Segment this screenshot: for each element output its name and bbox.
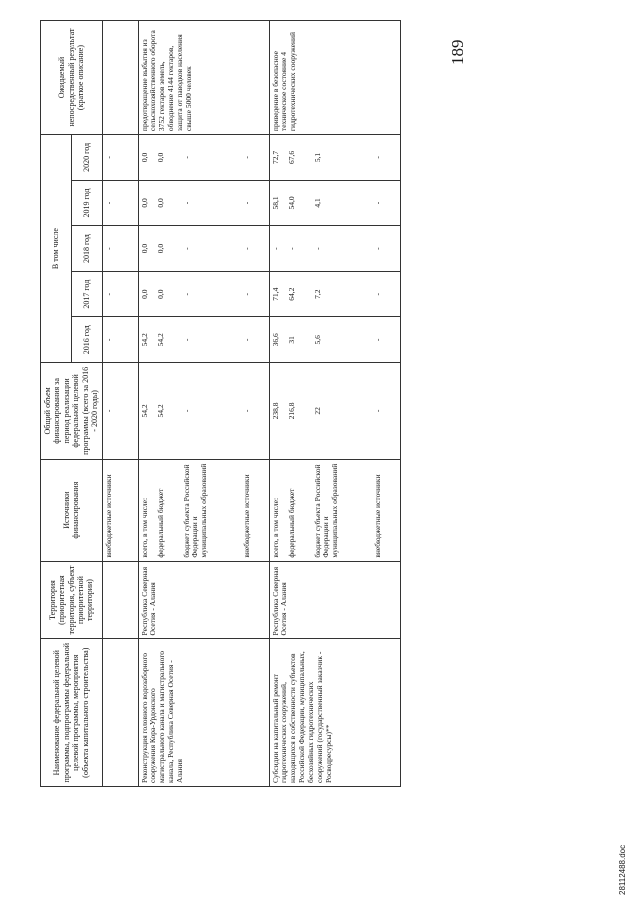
row-value: - — [241, 201, 251, 205]
header-year: 2020 год — [71, 135, 102, 181]
row-value: - — [181, 338, 191, 342]
row-name: Субсидии на капитальный ремонт гидротехнических сооружений, находящихся в собственности субъектов Российской Федерации, муниципальных, бесхозяйных гидротехнических сооружений (государственный заказчик - Росводресурсы)** — [269, 639, 400, 787]
table-row — [102, 21, 138, 787]
row-total: - — [372, 409, 382, 413]
header-sources: Источники финансирования — [41, 459, 103, 561]
row-value: - — [181, 247, 191, 250]
row-value: 0,0 — [139, 289, 149, 299]
row-value: 54,0 — [286, 196, 296, 210]
row-result: предотвращение выбытия из сельскохозяйственного оборота 3752 гектаров земель, обводнение 4144 гектаров, защита от паводков населения свыше 5000 человек — [138, 21, 269, 135]
row-value: 0,0 — [139, 198, 149, 208]
row-value: 5,6 — [312, 335, 322, 345]
row-value: - — [372, 338, 382, 342]
financing-table — [40, 20, 401, 787]
header-year: 2016 год — [71, 317, 102, 363]
row-value: 0,0 — [155, 243, 165, 254]
row-value: 36,6 — [270, 333, 280, 347]
row-source-label: бюджет субъекта Российской Федерации и муниципальных образований — [181, 463, 209, 558]
row-value: - — [312, 247, 322, 250]
row-value: 67,6 — [286, 150, 296, 164]
row-value: - — [181, 156, 191, 159]
row-value: 0,0 — [139, 243, 149, 254]
row-value: 54,2 — [139, 333, 149, 347]
table-row — [269, 21, 400, 787]
header-year: 2018 год — [71, 226, 102, 272]
row-source-label: федеральный бюджет — [286, 488, 296, 558]
row-value: 5,1 — [312, 152, 322, 163]
row-total: 22 — [312, 407, 322, 415]
row-value: - — [372, 156, 382, 159]
header-year: 2017 год — [71, 271, 102, 317]
row-value: - — [270, 247, 280, 250]
row-value: 54,2 — [155, 333, 165, 347]
row-value: 72,7 — [270, 150, 280, 164]
row-value: 7,2 — [312, 289, 322, 299]
row-total: 54,2 — [139, 404, 149, 418]
row-value: 31 — [286, 336, 296, 344]
row-value: 0,0 — [155, 289, 165, 299]
row-value: - — [103, 338, 113, 342]
header-year: 2019 год — [71, 180, 102, 226]
row-value: - — [241, 247, 251, 250]
row-source-label: внебюджетные источники — [241, 474, 251, 558]
header-name: Наименование федеральной целевой программы, подпрограммы федеральной целевой программы, мероприятия (объекта капитального строительства) — [41, 639, 103, 787]
row-value: - — [181, 201, 191, 205]
row-value: 0,0 — [155, 152, 165, 163]
header-row-1 — [41, 21, 72, 787]
row-total: 238,8 — [270, 402, 280, 420]
row-source-label: всего, в том числе: — [270, 497, 280, 558]
row-value: - — [103, 156, 113, 159]
page-number: 189 — [448, 39, 467, 65]
row-source-label: всего, в том числе: — [139, 497, 149, 558]
table-row — [138, 21, 269, 787]
header-result: Ожидаемый непосредственный результат (краткое описание) — [41, 21, 103, 135]
row-total: - — [103, 409, 113, 413]
row-source-label: внебюджетные источники — [102, 459, 138, 561]
row-value: 0,0 — [139, 152, 149, 163]
row-value: - — [372, 201, 382, 205]
row-name: Реконструкция головного водозаборного сооружения Кора-Урдонского магистрального канала и магистрального канала, Республика Северная Осетия - Алания — [138, 639, 269, 787]
row-territory: Республика Северная Осетия - Алания — [138, 561, 269, 639]
row-total: - — [181, 409, 191, 413]
row-value: - — [103, 247, 113, 250]
document-code: 28112488.doc — [618, 844, 627, 895]
row-value: 58,1 — [270, 196, 280, 210]
row-source-label: бюджет субъекта Российской Федерации и муниципальных образований — [312, 463, 340, 558]
row-value: - — [241, 338, 251, 342]
row-value: - — [103, 201, 113, 205]
row-name — [102, 639, 138, 787]
row-total: 216,8 — [286, 402, 296, 420]
row-source-label: федеральный бюджет — [155, 488, 165, 558]
row-territory — [102, 561, 138, 639]
row-result — [102, 21, 138, 135]
header-territory: Территория (приоритетная территория, субъект приоритетной территории) — [41, 561, 103, 639]
row-value: - — [241, 156, 251, 159]
header-including: В том числе — [41, 135, 72, 363]
row-value: 71,4 — [270, 287, 280, 301]
row-value: 4,1 — [312, 198, 322, 208]
row-value: 0,0 — [155, 198, 165, 208]
row-value: - — [181, 292, 191, 296]
header-total: Общий объем финансирования за период реализации федеральной целевой программы (всего за 2016 - 2020 годы) — [41, 363, 103, 460]
row-total: 54,2 — [155, 404, 165, 418]
row-territory: Республика Северная Осетия - Алания — [269, 561, 400, 639]
row-value: 64,2 — [286, 287, 296, 301]
row-source-label: внебюджетные источники — [372, 474, 382, 558]
row-result: приведение в безопасное техническое состояние 4 гидротехнических сооружений — [269, 21, 400, 135]
row-value: - — [372, 292, 382, 296]
row-total: - — [241, 409, 251, 413]
row-value: - — [103, 292, 113, 296]
row-value: - — [241, 292, 251, 296]
row-value: - — [372, 247, 382, 250]
row-value: - — [286, 247, 296, 250]
